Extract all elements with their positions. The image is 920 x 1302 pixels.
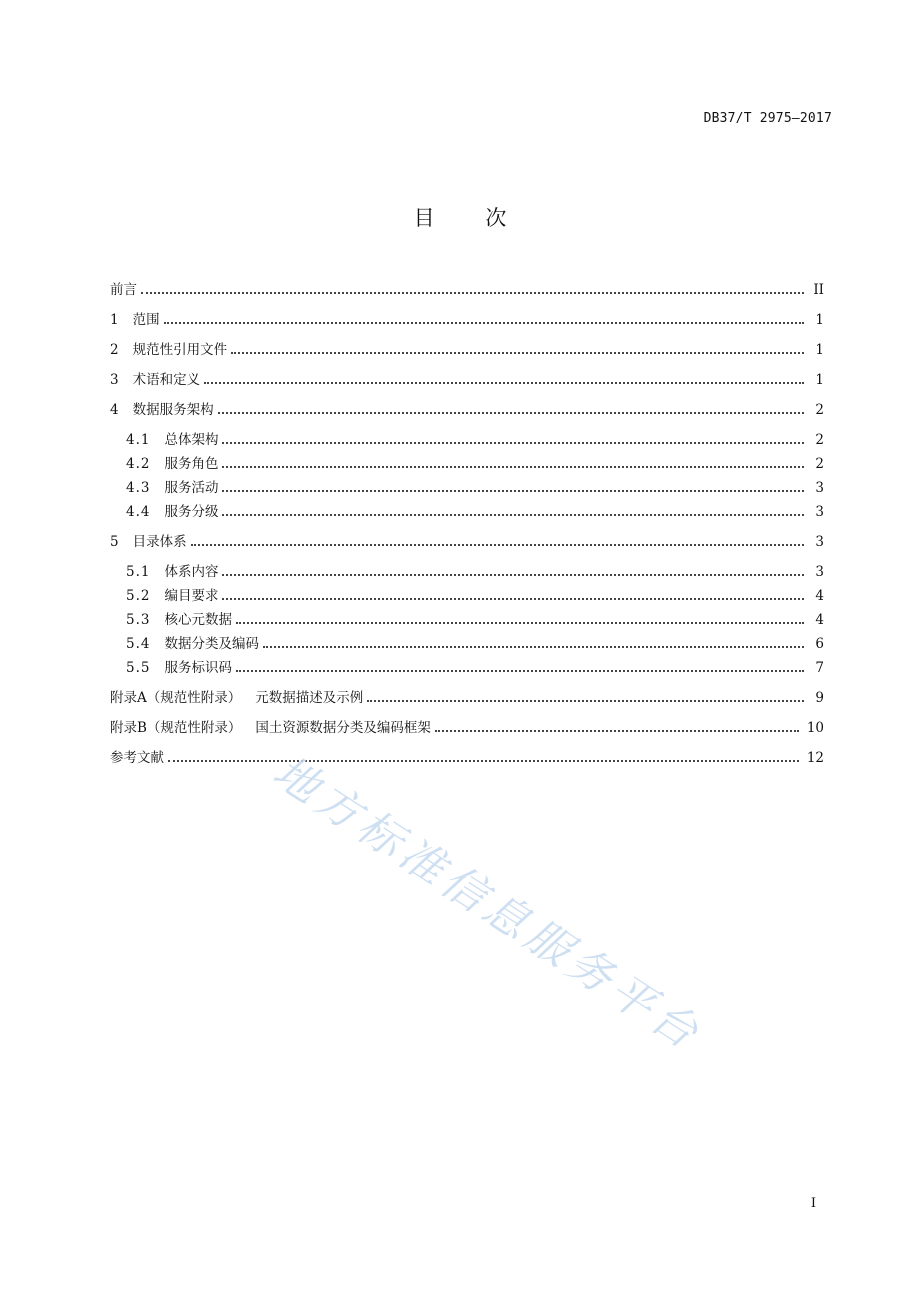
toc-entry[interactable] (110, 686, 824, 708)
toc-entry-number: 4.3 (126, 480, 151, 496)
toc-dot-leader (164, 313, 804, 324)
watermark-text: 地方标准信息服务平台 (263, 746, 712, 1062)
toc-entry-number: 4.1 (126, 432, 151, 448)
toc-entry-page: 3 (815, 564, 824, 580)
toc-entry-title: 服务活动 (164, 480, 219, 496)
toc-entry[interactable] (126, 500, 824, 522)
toc-entry-number: 5.1 (126, 564, 151, 580)
toc-dot-leader (222, 457, 804, 468)
toc-entry-number: 4.4 (126, 504, 151, 520)
toc-entry-title: 体系内容 (164, 564, 219, 580)
toc-entry-page: II (813, 282, 824, 298)
toc-entry-number: 4.2 (126, 456, 151, 472)
toc-entry-page: 2 (815, 402, 824, 418)
toc-entry-title: 服务角色 (164, 456, 219, 472)
toc-entry-title: 目录体系 (132, 534, 187, 550)
toc-entry-title: 数据服务架构 (132, 402, 214, 418)
toc-entry[interactable] (126, 632, 824, 654)
toc-entry[interactable] (110, 716, 824, 738)
page-number: I (810, 1196, 816, 1211)
toc-dot-leader (236, 661, 804, 672)
toc-entry-page: 4 (815, 612, 824, 628)
toc-dot-leader (435, 721, 799, 732)
toc-entry-page: 3 (815, 480, 824, 496)
toc-entry-title: 编目要求 (164, 588, 219, 604)
toc-entry[interactable] (126, 656, 824, 678)
toc-entry-number: 5.4 (126, 636, 151, 652)
toc-entry[interactable] (126, 428, 824, 450)
toc-entry-page: 4 (815, 588, 824, 604)
toc-entry[interactable] (110, 278, 824, 300)
toc-entry-title: 核心元数据 (164, 612, 232, 628)
toc-dot-leader (222, 565, 804, 576)
toc-entry[interactable] (110, 398, 824, 420)
toc-entry-title: 范围 (132, 312, 160, 328)
toc-entry-page: 10 (806, 720, 824, 736)
toc-entry-page: 2 (815, 432, 824, 448)
toc-entry-number: 5.2 (126, 588, 151, 604)
toc-entry[interactable] (126, 560, 824, 582)
toc-entry-number: 5.3 (126, 612, 151, 628)
toc-dot-leader (191, 535, 804, 546)
toc-entry[interactable] (110, 368, 824, 390)
toc-entry-title: 总体架构 (164, 432, 219, 448)
toc-dot-leader (168, 751, 799, 762)
toc-dot-leader (204, 373, 804, 384)
toc-entry-page: 12 (806, 750, 824, 766)
toc-entry[interactable] (110, 308, 824, 330)
toc-dot-leader (222, 589, 804, 600)
toc-heading: 目 次 (413, 206, 529, 230)
toc-entry-title: 规范性引用文件 (132, 342, 228, 358)
toc-entry-number: 5 (110, 534, 119, 550)
toc-dot-leader (263, 637, 804, 648)
toc-entry-page: 1 (815, 342, 824, 358)
toc-entry-title: 服务标识码 (164, 660, 232, 676)
toc-entry[interactable] (110, 530, 824, 552)
toc-entry-number: 2 (110, 342, 119, 358)
document-code: DB37/T 2975—2017 (703, 111, 832, 126)
toc-entry[interactable] (110, 338, 824, 360)
toc-dot-leader (222, 433, 804, 444)
toc-dot-leader (222, 505, 804, 516)
toc-dot-leader (367, 691, 804, 702)
toc-entry-title: 前言 (110, 282, 137, 298)
toc-entry-number: 1 (110, 312, 119, 328)
toc-dot-leader (222, 481, 804, 492)
toc-entry-number: 附录A（规范性附录） (110, 690, 242, 706)
toc-entry-title: 术语和定义 (132, 372, 201, 388)
toc-entry-page: 7 (815, 660, 824, 676)
toc-entry-page: 1 (815, 312, 824, 328)
toc-entry[interactable] (110, 746, 824, 768)
toc-entry-number: 3 (110, 372, 119, 388)
toc-entry-number: 附录B（规范性附录） (110, 720, 242, 736)
toc-entry-number: 4 (110, 402, 119, 418)
toc-entry-page: 2 (815, 456, 824, 472)
toc-entry[interactable] (126, 584, 824, 606)
toc-dot-leader (231, 343, 804, 354)
toc-entry-page: 9 (815, 690, 824, 706)
toc-entry-title: 元数据描述及示例 (255, 690, 364, 706)
toc-entry[interactable] (126, 452, 824, 474)
toc-entry-title: 服务分级 (164, 504, 219, 520)
toc-entry-title: 国土资源数据分类及编码框架 (255, 720, 431, 736)
toc-entry-title: 数据分类及编码 (164, 636, 259, 652)
toc-entry-page: 6 (815, 636, 824, 652)
toc-entry-page: 1 (815, 372, 824, 388)
toc-entry-number: 5.5 (126, 660, 151, 676)
toc-dot-leader (236, 613, 804, 624)
toc-dot-leader (218, 403, 804, 414)
toc-entry-page: 3 (815, 534, 824, 550)
toc-entry-title: 参考文献 (110, 750, 164, 766)
toc-dot-leader (141, 283, 804, 294)
toc-entry[interactable] (126, 476, 824, 498)
toc-entry-page: 3 (815, 504, 824, 520)
toc-entry[interactable] (126, 608, 824, 630)
